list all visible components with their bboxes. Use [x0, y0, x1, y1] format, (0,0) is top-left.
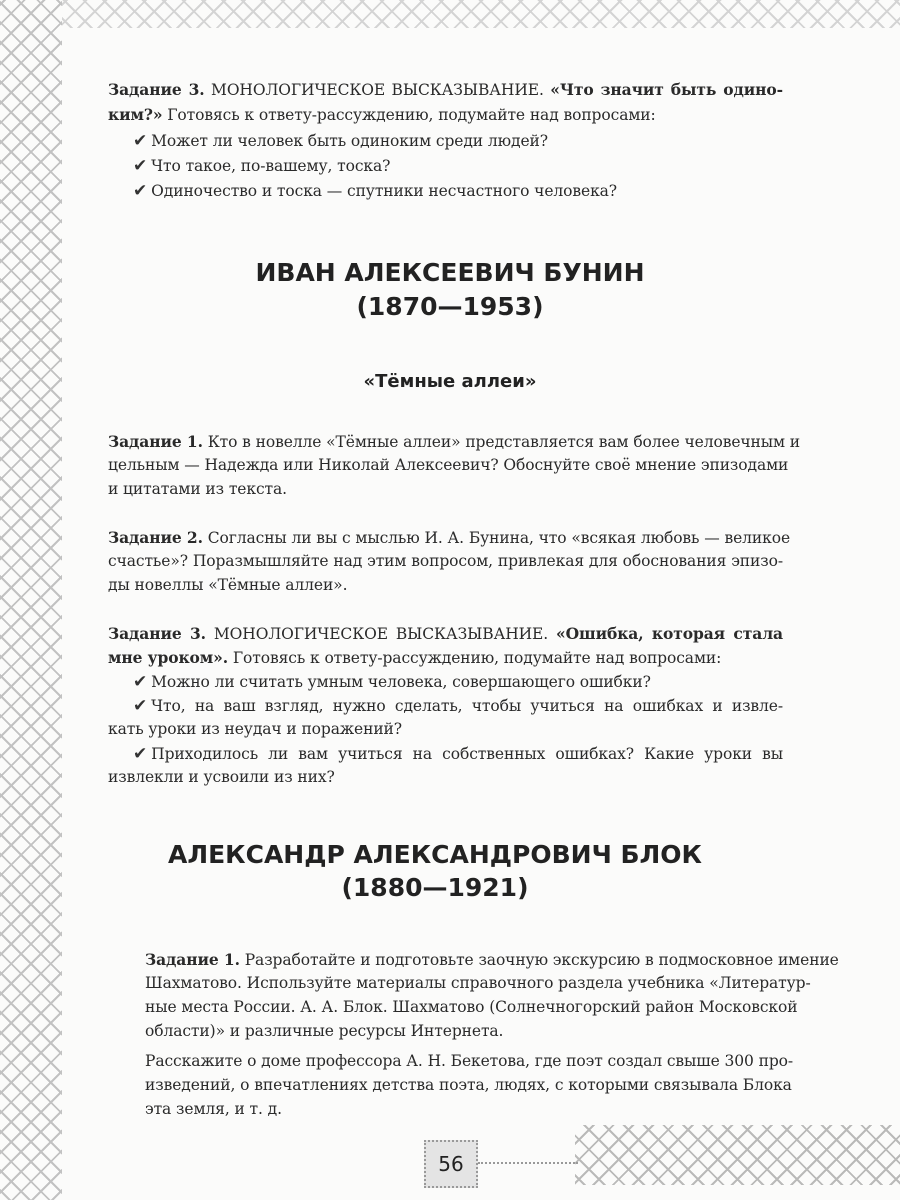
bullet-item-continued: кать уроки из неудач и поражений?: [108, 720, 403, 738]
paragraph-line: изведений, о впечатлениях детства поэта, людях, с которыми связывала Блока: [145, 1076, 792, 1094]
page-number: 56: [424, 1140, 478, 1188]
check-icon: ✔: [133, 696, 148, 716]
bullet-item: ✔ Одиночество и тоска — спутники несчастного человека?: [133, 181, 618, 201]
author-years: (1870—1953): [356, 292, 544, 321]
author-years: (1880—1921): [341, 873, 529, 902]
check-icon: ✔: [133, 156, 148, 176]
task-line: цельным — Надежда или Николай Алексеевич? Обоснуйте своё мнение эпизодами: [108, 456, 789, 474]
task-line: области)» и различные ресурсы Интернета.: [145, 1022, 504, 1040]
paragraph-line: эта земля, и т. д.: [145, 1100, 282, 1118]
cross-stitch-border-bottom: [575, 1125, 900, 1185]
cross-stitch-border-top: [62, 0, 900, 28]
task-line: мне уроком». Готовясь к ответу-рассуждению, подумайте над вопросами:: [108, 648, 722, 667]
check-icon: ✔: [133, 744, 148, 764]
task-line: ные места России. А. А. Блок. Шахматово (Солнечногорский район Московской: [145, 998, 798, 1016]
task-line: и цитатами из текста.: [108, 480, 287, 498]
cross-stitch-border-left: [0, 0, 62, 1200]
task-line: Шахматово. Используйте материалы справочного раздела учебника «Литератур-: [145, 974, 811, 992]
bullet-item: ✔ Приходилось ли вам учиться на собственных ошибках? Какие уроки вы: [133, 744, 783, 764]
author-heading: АЛЕКСАНДР АЛЕКСАНДРОВИЧ БЛОК: [167, 840, 702, 869]
task-line: Задание 1. Разработайте и подготовьте заочную экскурсию в подмосковное имение: [145, 950, 839, 969]
task-line: Задание 3. МОНОЛОГИЧЕСКОЕ ВЫСКАЗЫВАНИЕ. «Что значит быть одино-: [108, 80, 783, 99]
bullet-item-continued: извлекли и усвоили из них?: [108, 768, 335, 786]
dotted-divider: [478, 1162, 578, 1164]
task-line: счастье»? Поразмышляйте над этим вопросом, привлекая для обоснования эпизо-: [108, 552, 783, 570]
paragraph-line: Расскажите о доме профессора А. Н. Бекетова, где поэт создал свыше 300 про-: [145, 1052, 794, 1070]
task-line: ким?» Готовясь к ответу-рассуждению, подумайте над вопросами:: [108, 105, 656, 124]
check-icon: ✔: [133, 672, 148, 692]
task-line: Задание 3. МОНОЛОГИЧЕСКОЕ ВЫСКАЗЫВАНИЕ. «Ошибка, которая стала: [108, 624, 783, 643]
bullet-item: ✔ Может ли человек быть одиноким среди людей?: [133, 131, 548, 151]
check-icon: ✔: [133, 181, 148, 201]
task-line: ды новеллы «Тёмные аллеи».: [108, 576, 348, 594]
bullet-item: ✔ Что, на ваш взгляд, нужно сделать, чтобы учиться на ошибках и извле-: [133, 696, 783, 716]
author-heading: ИВАН АЛЕКСЕЕВИЧ БУНИН: [255, 258, 645, 287]
task-line: Задание 2. Согласны ли вы с мыслью И. А. Бунина, что «всякая любовь — великое: [108, 528, 791, 547]
bullet-item: ✔ Что такое, по-вашему, тоска?: [133, 156, 391, 176]
work-title: «Тёмные аллеи»: [363, 371, 537, 392]
task-line: Задание 1. Кто в новелле «Тёмные аллеи» представляется вам более человечным и: [108, 432, 801, 451]
bullet-item: ✔ Можно ли считать умным человека, совершающего ошибки?: [133, 672, 651, 692]
check-icon: ✔: [133, 131, 148, 151]
